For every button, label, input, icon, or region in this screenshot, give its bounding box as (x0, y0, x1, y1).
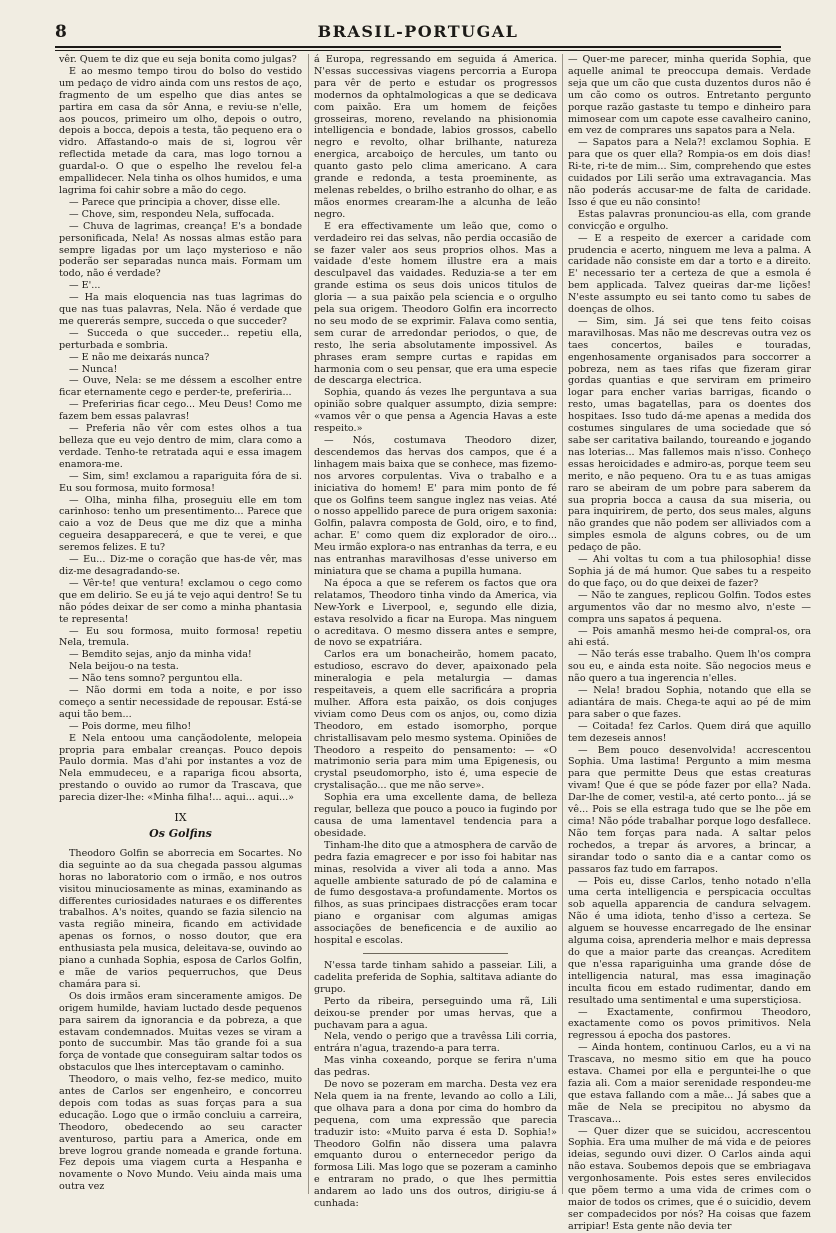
paragraph: — Sim, sim. Já sei que tens feito coisas maravilhosas. Mas não me descrevas outra vez os taes concertos, bailes e touradas, engenhosamente organisados para soccorrer a pobreza, nem as taes rifas que fizeram girar gordas quantias e que serviram em primeiro logar para encher varias barrigas, ficando o resto, umas bagatellas, para os doentes dos hospitaes. Isso tudo dá-me apenas a medida dos costumes singulares de uma sociedade que só sabe ser caritativa bailando, toureando e jogando nas loterias... Mas fallemos mais n'isso. Conheço essas heroicidades e admiro-as, porque teem seu merito, e não pequeno. Ora tu e as tuas amigas raro se abeiram de um pobre para saberem da sua propria bocca a causa da sua miseria, ou para inquirirem, de perto, dos seus males, alguns não grandes que não podem ser alliviados com a simples esmola de alguns cobres, ou de um pedaço de pão. (568, 315, 811, 554)
column-3-text (568, 54, 811, 1233)
paragraph: — Pois amanhã mesmo hei-de compral-os, ora ahi está. (568, 625, 811, 649)
paragraph: — Preferirias ficar cego... Meu Deus! Como me fazem bem essas palavras! (59, 399, 302, 423)
header-rule-thin (55, 50, 781, 51)
paragraph: — Succeda o que succeder... repetiu ella, perturbada e sombria. (59, 327, 302, 351)
paragraph: — Ainda hontem, continuou Carlos, eu a vi na Trascava, no mesmo sitio em que ha pouco estava. Chamei por ella e perguntei-lhe o que fazia ali. Com a maior serenidade respondeu-me que estava fallando com a mãe... Já sabes que a mãe de Nela se precipitou no abysmo da Trascava... (568, 1042, 811, 1125)
chapter-number: IX (174, 811, 187, 825)
paragraph: Mas vinha coxeando, porque se ferira n'uma das pedras. (314, 1055, 557, 1079)
paragraph: — Não terás esse trabalho. Quem lh'os compra sou eu, e ainda esta noite. São negocios meus e não quero a tua ingerencia n'elles. (568, 649, 811, 685)
paragraph: — Nós, costumava Theodoro dizer, descendemos das hervas dos campos, que é a linhagem mais baixa que se conhece, mas fizemo-nos arvores corpulentas. Viva o trabalho e a iniciativa do homem! E' para mim ponto de fé que os Golfins teem sangue inglez nas veias. Até o nosso appellido parece de pura origem saxonia: Golfin, palavra composta de Gold, oiro, e to find, achar. E' como quem diz explorador de oiro... Meu irmão explora-o nas entranhas da terra, e eu nas entranhas maravilhosas d'esse universo em miniatura que se chama a pupilla humana. (314, 435, 557, 577)
paragraph: — Nela! bradou Sophia, notando que ella se adiantára de mais. Chega-te aqui ao pé de mim para saber o que fazes. (568, 685, 811, 720)
column-2 (314, 54, 557, 1210)
paragraph: Carlos era um bonacheirão, homem pacato, estudioso, escravo do dever, apaixonado pela mineralogia e pela metalurgia — damas respeitaveis, a quem elle sacrificára a propria mulher. Affora esta paixão, os dois conjuges viviam como Deus com os anjos, ou, como dizia Theodoro, em estado isomorpho, porque christallisavam pelo mesmo systema. Opiniões de Theodoro a respeito do pensamento: — «O matrimonio seria para mim uma Epigenesis, ou crystal pseudomorpho, isto é, uma especie de crystalisação... que me não serve». (314, 649, 557, 792)
page-header (55, 22, 781, 44)
paragraph: N'essa tarde tinham sahido a passeiar. Lili, a cadelita preferida de Sophia, saltitava adiante do grupo. (314, 959, 557, 995)
paragraph: Na época a que se referem os factos que ora relatamos, Theodoro tinha vindo da America, via New-York e Liverpool, e, segundo elle dizia, estava resolvido a ficar na Europa. Mas ninguem o acreditava. O mesmo dissera antes e sempre, de novo se expatriára. (314, 577, 557, 649)
paragraph: — Chuva de lagrimas, creança! E's a bondade personificada, Nela! As nossas almas estão para sempre ligadas por um laço mysterioso e não poderão ser separadas nunca mais. Formam um todo, não é verdade? (59, 220, 302, 280)
paragraph: Sophia era uma excellente dama, de belleza regular, belleza que pouco a pouco ia fugindo por causa de uma lamentavel tendencia para a obesidade. (314, 792, 557, 839)
paragraph: — E'... (69, 280, 101, 292)
section-divider (363, 953, 509, 954)
paragraph: — Quer-me parecer, minha querida Sophia, que aquelle animal te preoccupa demais. Verdade seja que um cão que custa duzentos duros não é um cão como os outros. Entretanto pergunto porque razão gastaste tu tempo e dinheiro para mimosear com um capote esse cavalheiro canino, em vez de comprares uns sapatos para a Nela. (568, 54, 811, 137)
paragraph: — Ouve, Nela: se me déssem a escolher entre ficar eternamente cego e perder-te, preferiria... (59, 375, 302, 399)
paragraph: — Eu sou formosa, muito formosa! repetiu Nela, tremula. (59, 625, 302, 649)
paragraph: — Pois dorme, meu filho! (69, 720, 192, 732)
column-1-text-after (59, 848, 302, 1193)
paragraph: — Coitada! fez Carlos. Quem dirá que aquillo tem dezeseis annos! (568, 720, 811, 744)
paragraph: De novo se pozeram em marcha. Desta vez era Nela quem ia na frente, levando ao collo a Lili, que olhava para a dona por cima do hombro da pequena, com uma expressão que parecia traduzir isto: «Muito parva é esta D. Sophia!» Theodoro Golfin não dissera uma palavra emquanto durou o enternecedor perigo da formosa Lili. Mas logo que se pozeram a caminho e entraram no prado, o que lhes permittia andarem ao lado uns dos outros, dirigiu-se á cunhada: (314, 1079, 557, 1210)
paragraph: — Sim, sim! exclamou a rapariguita fóra de si. Eu sou formosa, muito formosa! (59, 470, 302, 494)
paragraph: — Ahi voltas tu com a tua philosophia! disse Sophia já de má humor. Que sabes tu a respeito do que faço, ou do que deixei de fazer? (568, 554, 811, 589)
paragraph: Theodoro Golfin se aborrecia em Socartes. No dia seguinte ao da sua chegada passou algumas horas no laboratorio com o irmão, e nos outros visitou minuciosamente as minas, examinando as differentes curiosidades naturaes e os differentes trabalhos. A's noites, quando se fazia silencio na vasta região mineira, ficando em actividade apenas os fornos, o nosso doutor, que era enthusiasta pela musica, deleitava-se, ouvindo ao piano a cunhada Sophia, esposa de Carlos Golfin, e mãe de varios pequerruchos, que Deus chamára para si. (59, 847, 302, 990)
paragraph: — Sapatos para a Nela?! exclamou Sophia. E para que os quer ella? Rompia-os em dois dias! Ri-te, ri-te de mim... Sim, comprehendo que estes cuidados por Lili serão uma extravagancia. Mas não poderás accusar-me de falta de caridade. Isso é que eu não consinto! (568, 137, 811, 208)
paragraph: E Nela entoou uma cançãodolente, melopeia propria para embalar creanças. Pouco depois Paulo dormia. Mas d'ahi por instantes a voz de Nela emmudeceu, e a rapariga ficou absorta, prestando o ouvido ao rumor da Trascava, que parecia dizer-lhe: «Minha filha!... aqui... aqui...» (59, 732, 302, 804)
paragraph: Nela beijou-o na testa. (69, 661, 179, 673)
paragraph: — Pois eu, disse Carlos, tenho notado n'ella uma certa intelligencia e perspicacia occultas sob aquella apparencia de candura selvagem. Não é uma idiota, tenho d'isso a certeza. Se alguem se houvesse encarregado de lhe ensinar alguma coisa, aprenderia melhor e mais depressa do que a maior parte das creanças. Acreditem que n'essa rapariguinha uma grande dóse de intelligencia natural, mas essa imaginação inculta ficou em estado rudimentar, dando em resultado uma sentimental e uma superstiçiosa. (568, 875, 811, 1006)
paragraph: — Preferia não vêr com estes olhos a tua belleza que eu vejo dentro de mim, clara como a verdade. Tenho-te retratada aqui e essa imagem enamora-me. (59, 423, 302, 470)
paragraph: — Parece que principia a chover, disse elle. (69, 196, 281, 208)
paragraph: — Olha, minha filha, proseguiu elle em tom carinhoso: tenho um presentimento... Parece que caio a voz de Deus que me diz que a minha cegueira desapparecerá, e que te verei, e que seremos felizes. E tu? (59, 494, 302, 554)
column-2-text-after (314, 960, 557, 1210)
paragraph: — Não te zangues, replicou Golfin. Todos estes argumentos vão dar no mesmo alvo, n'este — compra uns sapatos á pequena. (568, 589, 811, 625)
paragraph: Estas palavras pronunciou-as ella, com grande convicção e orgulho. (568, 208, 811, 232)
paragraph: Tinham-lhe dito que a atmosphera de carvão de pedra fazia emagrecer e por isso foi habitar nas minas, resolvida a viver ali toda a anno. Mas aquelle ambiente saturado de pó de calamina e de fumo desgostava-a profundamente. Mortos os filhos, as suas principaes distracções eram tocar piano e organisar com algumas amigas associações de beneficencia e de auxilio ao hospital e escolas. (314, 839, 557, 947)
paragraph: — Não tens somno? perguntou ella. (69, 673, 243, 685)
paragraph: — Eu... Diz-me o coração que has-de vêr, mas diz-me desagradando-se. (59, 554, 302, 577)
paragraph: — Ha mais eloquencia nas tuas lagrimas do que nas tuas palavras, Nela. Não é verdade que me quererás sempre, succeda o que succeder? (59, 292, 302, 327)
header-rule (55, 46, 781, 48)
paragraph: Perto da ribeira, perseguindo uma rã, Lili deixou-se prender por umas hervas, que a puchavam para a agua. (314, 995, 557, 1031)
paragraph: Sophia, quando ás vezes lhe perguntava a sua opinião sobre qualquer assumpto, dizia sempre: «vamos vêr o que pensa a Agencia Havas a este respeito.» (314, 387, 557, 435)
paragraph: — E não me deixarás nunca? (69, 351, 210, 363)
paragraph: Theodoro, o mais velho, fez-se medico, muito antes de Carlos ser engenheiro, e concorreu depois com todas as suas forças para a sua educação. Logo que o irmão concluiu a carreira, Theodoro, obedecendo ao seu caracter aventuroso, partiu para a America, onde em breve logrou grande nomeada e grande fortuna. Fez depois uma viagem curta a Hespanha e novamente o Novo Mundo. Veiu ainda mais uma outra vez (59, 1074, 302, 1193)
column-1-text-before (59, 54, 302, 804)
column-1 (59, 54, 302, 1194)
paragraph: — Quer dizer que se suicidou, accrescentou Sophia. Era uma mulher de má vida e de peiores ideias, segundo ouvi dizer. O Carlos ainda aqui não estava. Soubemos depois que se embriagava vergonhosamente. Pois estes seres envilecidos que põem termo a uma vida de crimes com o maior de todos os crimes, que é o suicidio, devem ser compadecidos por nós? Ha coisas que fazem arripiar! Esta gente não devia ter (568, 1125, 811, 1232)
chapter-title: Os Golfins (149, 827, 212, 840)
page-number: 8 (55, 22, 67, 42)
paragraph: á Europa, regressando em seguida á America. N'essas successivas viagens percorria a Europa para vêr de perto e estudar os progressos modernos da ophtalmologicas a que se dedicava com paixão. Era um homem de feições grosseiras, moreno, revelando na phisionomia intelligencia e bondade, labios grossos, cabello negro e revolto, olhar brilhante, natureza energica, arcaboiço de hercules, um tanto ou quanto gasto pelo clima americano. A cara grande e redonda, a testa proeminente, as melenas rebeldes, o brilho estranho do olhar, e as mãos enormes crearam-lhe a alcunha de leão negro. (314, 54, 557, 220)
paragraph: — Não dormi em toda a noite, e por isso começo a sentir necessidade de repousar. Está-se aqui tão bem... (59, 685, 302, 720)
column-2-text-before (314, 54, 557, 947)
paragraph: vêr. Quem te diz que eu seja bonita como julgas? (59, 54, 297, 65)
column-3 (568, 54, 811, 1232)
paragraph: — Chove, sim, respondeu Nela, suffocada. (69, 208, 275, 220)
paragraph: Nela, vendo o perigo que a travêssa Lili corria, entrára n'agua, trazendo-a para terra. (314, 1031, 557, 1055)
paragraph: — Bem pouco desenvolvida! accrescentou Sophia. Uma lastima! Pergunto a mim mesma para que permitte Deus que estas creaturas vivam! Que é que se póde fazer por ella? Nada. Dar-lhe de comer, vestil-a, até certo ponto... já se vê... Pois se ella estraga tudo que se lhe põe em cima! Não póde trabalhar porque logo desfallece. Não tem forças para nada. A saltar pelos rochedos, a trepar ás arvores, a brincar, a sirandar todo o santo dia e a cantar como os passaros faz tudo em farrapos. (568, 744, 811, 875)
paragraph: — Vêr-te! que ventura! exclamou o cego como que em delirio. Se eu já te vejo aqui dentro! Se tu não pódes deixar de ser como a minha phantasia te representa! (59, 577, 302, 625)
publication-title: BRASIL-PORTUGAL (317, 22, 519, 41)
paragraph: E era effectivamente um leão que, como o verdadeiro rei das selvas, não perdia occasião de se fazer valer aos seus proprios olhos. Mas a vaidade d'este homem illustre era a mais desculpavel das vaidades. Reduzia-se a ter em grande estima os seus dois unicos titulos de gloria — a sua paixão pela sciencia e o orgulho pela sua origem. Theodoro Golfin era incorrecto no seu modo de se exprimir. Falava como sentia, sem curar de arredondar periodos, o que, de resto, lhe seria absolutamente impossivel. As phrases eram sempre curtas e rapidas em harmonia com o seu pensar, que era uma especie de descarga electrica. (314, 220, 557, 387)
paragraph: — Bemdito sejas, anjo da minha vida! (69, 649, 252, 661)
paragraph: E ao mesmo tempo tirou do bolso do vestido um pedaço de vidro ainda com uns restos de aço, fragmento de um espelho que dias antes se partira em casa da sôr Anna, e reviu-se n'elle, aos poucos, primeiro um olho, depois o outro, depois a bocca, depois a testa, tão pequeno era o vidro. Affastando-o mais de si, logrou vêr reflectida metade da cara, mas logo tornou a guardal-o. O que o espelho lhe revelou fel-a empallidecer. Nela tinha os olhos humidos, e uma lagrima foi cahir sobre a mão do cego. (59, 65, 302, 196)
paragraph: — E a respeito de exercer a caridade com prudencia e acerto, ninguem me leva a palma. A caridade não consiste em dar a torto e a direito. E' necessario ter a certeza de que a esmola é bem applicada. Talvez queiras dar-me lições! N'este assumpto eu sei tanto como tu sabes de doenças de olhos. (568, 232, 811, 316)
paragraph: Os dois irmãos eram sinceramente amigos. De origem humilde, haviam luctado desde pequenos para sairem da ignorancia e da pobreza, a que estavam condemnados. Muitas vezes se viram a ponto de succumbir. Mas tão grande foi a sua força de vontade que conseguiram saltar todos os obstaculos que lhes interceptavam o caminho. (59, 990, 302, 1074)
paragraph: — Exactamente, confirmou Theodoro, exactamente como os povos primitivos. Nela regressou á epocha dos pastores. (568, 1006, 811, 1042)
paragraph: — Nunca! (69, 363, 118, 375)
